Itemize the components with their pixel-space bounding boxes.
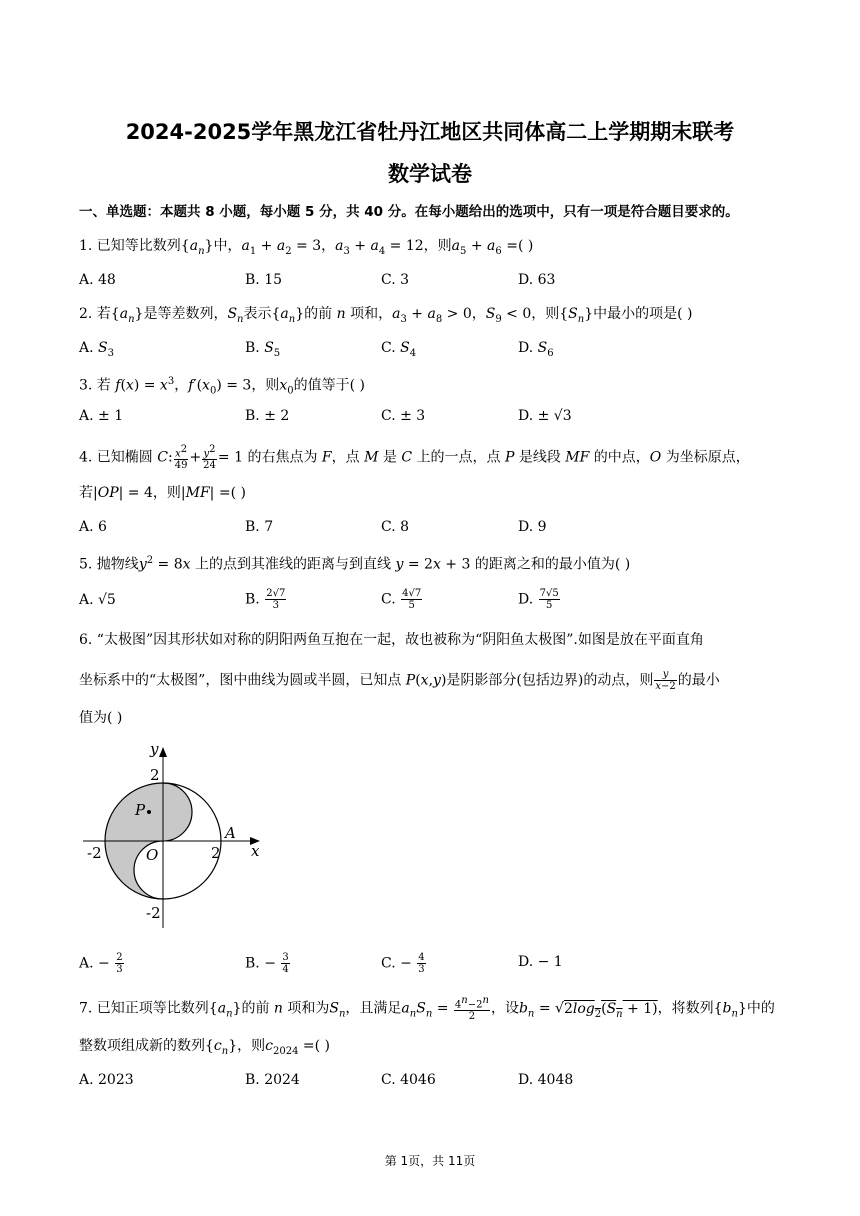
origin-label: O [146,846,159,864]
q4-option-c[interactable]: C. 8 [381,519,410,535]
q1-option-b[interactable]: B. 15 [245,272,283,288]
question-7-line-1: 7. 已知正项等比数列$\{a_n\}$的前 n 项和为$S_n$，且满足$a_nS_n$ = $\frac{4^n-2^n}{2}$ ，设$b_n = √2\log_2(S_n + 1)$，将数列$\{b_n\}$中的 [79,995,775,1023]
q3-option-c[interactable]: C. ± 3 [381,408,426,424]
q6-option-c[interactable]: C. − $\frac{4}{3}$ [381,952,425,975]
question-3: 3. 若 $f(x) = x^3$，$f'(x_0) = 3$，则$x_0$的值等于( ) [79,376,365,397]
question-5: 5. 抛物线$y^2 = 8x$ 上的点到其准线的距离与到直线 y = 2x + 3 的距离之和的最小值为( ) [79,555,631,573]
tick-left: -2 [87,844,102,862]
tick-right: 2 [211,844,221,862]
p-label: P [135,801,146,819]
page-title: 2024-2025学年黑龙江省牡丹江地区共同体高二上学期期末联考 [125,120,735,144]
point-p [147,810,151,814]
y-axis-arrow [159,747,167,757]
question-6-line-1: 6. “太极图”因其形状如对称的阴阳两鱼互抱在一起，故也被称为“阴阳鱼太极图”.如图是放在平面直角 [79,632,704,648]
q7-option-c[interactable]: C. 4046 [381,1072,436,1088]
question-4-line-2: 若|OP| = 4，则|MF| =( ) [79,485,246,501]
q7-option-d[interactable]: D. 4048 [518,1072,574,1088]
q7-option-b[interactable]: B. 2024 [245,1072,300,1088]
q5-option-a[interactable]: A. √5 [79,592,116,608]
q4-option-b[interactable]: B. 7 [245,519,274,535]
q1-option-c[interactable]: C. 3 [381,272,410,288]
x-axis-label: x [251,842,260,860]
tick-top: 2 [150,766,160,784]
q5-option-d[interactable]: D. $\frac{7√5}{5}$ [518,588,559,611]
tick-bottom: -2 [146,904,161,922]
q3-option-b[interactable]: B. ± 2 [245,408,290,424]
taiji-figure [78,738,278,938]
q2-option-b[interactable]: B. $S_5$ [245,340,281,359]
q1-option-a[interactable]: A. 48 [79,272,116,288]
q6-option-a[interactable]: A. − $\frac{2}{3}$ [79,952,123,975]
a-label: A [225,824,236,842]
question-7-line-2: 整数项组成新的数列$\{c_n\}$，则$c_{2024}$ =( ) [79,1038,330,1057]
q6-option-d[interactable]: D. − 1 [518,954,563,970]
q7-option-a[interactable]: A. 2023 [79,1072,134,1088]
question-6-line-2: 坐标系中的“太极图”，图中曲线为圆或半圆，已知点 P(x,y)是阴影部分(包括边界)的动点，则 $\frac{y}{x-2}$ 的最小 [79,669,720,692]
q2-option-a[interactable]: A. $S_3$ [79,340,114,359]
question-1: 1. 已知等比数列$\{a_n\}$中，$a_1 + a_2 = 3$，$a_3 + a_4 = 12$，则$a_5 + a_6$ =( ) [79,238,534,257]
q5-option-b[interactable]: B. $\frac{2√7}{3}$ [245,588,286,611]
q6-option-b[interactable]: B. − $\frac{3}{4}$ [245,952,289,975]
q4-option-d[interactable]: D. 9 [518,519,547,535]
q5-option-c[interactable]: C. $\frac{4√7}{5}$ [381,588,422,611]
question-4-line-1: 4. 已知椭圆 C: $\frac{x^2}{49}$ + $\frac{y^2}{24}$ = 1 的右焦点为 F，点 M 是 C 上的一点，点 P 是线段 MF 的中点，O 为坐标原点， [79,444,750,472]
section-heading: 一、单选题：本题共 8 小题，每小题 5 分，共 40 分。在每小题给出的选项中，只有一项是符合题目要求的。 [79,204,739,220]
q4-option-a[interactable]: A. 6 [79,519,107,535]
q2-option-d[interactable]: D. $S_6$ [518,340,554,359]
page-subtitle: 数学试卷 [388,162,472,186]
question-6-line-3: 值为( ) [79,710,123,726]
page-footer: 第 1页，共 11页 [384,1154,476,1168]
q2-option-c[interactable]: C. $S_4$ [381,340,417,359]
q3-option-a[interactable]: A. ± 1 [79,408,124,424]
question-2: 2. 若$\{a_n\}$是等差数列，$S_n$表示$\{a_n\}$的前 n 项和，$a_3 + a_8 > 0$，$S_9 < 0$，则$\{S_n\}$中最小的项是( ) [79,306,693,325]
q1-option-d[interactable]: D. 63 [518,272,556,288]
q3-option-d[interactable]: D. ± √3 [518,408,572,424]
y-axis-label: y [150,740,159,758]
